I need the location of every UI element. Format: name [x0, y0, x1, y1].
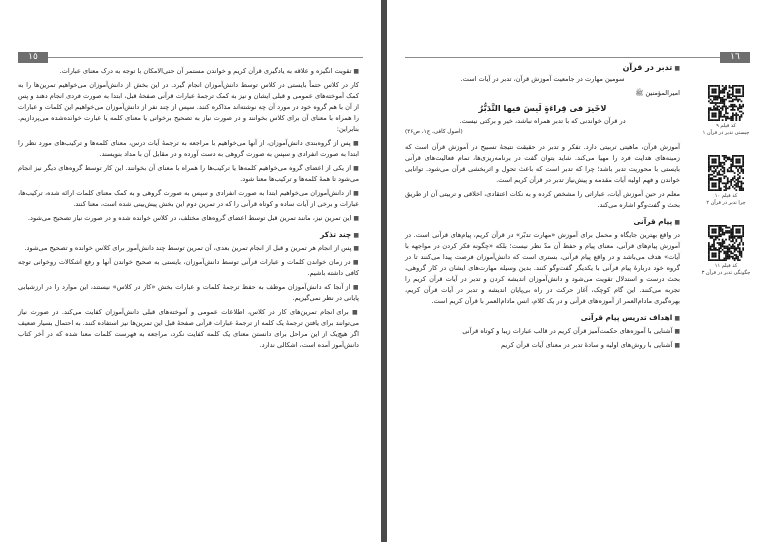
paragraph: ■ از یکی از اعضای گروه می‌خواهیم کلمه‌ها یا ترکیب‌ها را همراه با معنای آن بخوانند. این کار توسط گروه‌های دیگر نیز انجام می‌شود تا همهٔ کلمه‌ها و ترکیب‌ها معنا شود. — [18, 163, 359, 185]
page-body — [405, 62, 680, 354]
paragraph: ■ آشنایی با روش‌های اولیه و سادهٔ تدبر در معنای آیات قرآن کریم — [405, 340, 680, 351]
section-heading: ■ پیام قرآنی — [405, 216, 680, 228]
quote-author: امیرالمؤمنین ﷺ — [635, 89, 680, 97]
qr-code[interactable] — [708, 85, 744, 121]
arabic-quote: لاخَیرَ فی قِراءَةٍ لَیسَ فیها التَّدَبُّرُ — [478, 103, 607, 113]
qr-code-column — [696, 85, 756, 295]
paragraph: معلم در حین آموزش آیات، عباراتی را مشخص کرده و به نکات اعتقادی، اخلاقی و تربیتی آن از طریق بحث و گفت‌وگو اشاره می‌کند. — [405, 190, 680, 209]
paragraph: ■ پس از گروه‌بندی دانش‌آموزان، از آنها می‌خواهیم با مراجعه به ترجمهٔ آیات درس، معنای کلمه‌ها و ترکیب‌های مورد نظر را ابتدا به صورت انفرادی و سپس به صورت گروهی به دست آورده و در مقابل آن با مداد بنویسند. — [18, 138, 359, 160]
paragraph: کار در کلاس حتماً بایستی در کلاس توسط دانش‌آموزان انجام گیرد. در این بخش از دانش‌آموزان می‌خواهیم تمرین‌ها را به کمک آموخته‌های عمومی و قبلی ایشان و نیز به کمک ترجمهٔ عبارات قرآنی صفحهٔ قبل، ابتدا به صورت فردی انجام دهند و پس از آن با هم گروه خود در مورد آن چه نوشته‌اند مذاکره کنند. سپس از چند نفر از دانش‌آموزان می‌خواهیم این کلمات و عبارات را همراه با معنای آن برای کلاس بخوانند و در صورت نیاز به تصحیح برخوانی یا معنای کلمه یا عبارت خوانده‌شده می‌پردازیم. بنابراین: — [18, 81, 359, 133]
paragraph: ■ از دانش‌آموزان می‌خواهیم ابتدا به صورت انفرادی و سپس به صورت گروهی و به کمک معنای کلمات ارائه شده، ترکیب‌ها، عبارات و برخی از آیات ساده و کوتاه قرآنی را که در تمرین دوم این بخش پیش‌بینی شده است، معنا کنند. — [18, 188, 359, 210]
left-page — [0, 0, 381, 542]
page-number: ١٥ — [18, 52, 48, 63]
qr-caption: کد فیلم ۱۱ — [714, 263, 738, 269]
paragraph: ■ پس از انجام هر تمرین و قبل از انجام تمرین بعدی، آن تمرین توسط چند دانش‌آموز برای کلاس خوانده و تصحیح می‌شود. — [18, 243, 359, 254]
page-body — [18, 66, 359, 354]
qr-caption: چگونگی تدبر در قرآن ۳ — [701, 270, 751, 276]
qr-caption: چیستی تدبر در قرآن ۱ — [702, 130, 750, 136]
section-heading: ■ اهداف تدریس پیام قرآنی — [405, 312, 680, 324]
right-page — [387, 0, 768, 542]
section-title: ■ تدبر در قرآن — [405, 62, 680, 74]
paragraph: آموزش قرآن، ماهیتی تربیتی دارد. تفکر و تدبر در حقیقت نتیجهٔ تسبیح در آموزش قرآن است که زمینه‌های هدایت فرد را مهیا می‌کند. شاید بتوان گفت در برنامه‌ریزی‌ها، تمام فعالیت‌های قرآنی بایستی با محوریت تدبر باشد؛ چرا که تدبر است که باعث تحول و اثربخشی قرآن می‌شود. توانایی خواندن و فهم اولیه آیات مقدمه و پیش‌نیاز تدبر در قرآن کریم است. — [405, 143, 680, 184]
qr-item — [696, 225, 756, 277]
qr-item — [696, 85, 756, 137]
paragraph: ■ برای انجام تمرین‌های کار در کلاس، اطلاعات عمومی و آموخته‌های قبلی دانش‌آموزان کفایت می‌کند. در صورت نیاز می‌توانند برای یافتن ترجمهٔ یک کلمه از ترجمهٔ عبارات قرآنی صفحهٔ قبل این تمرین‌ها نیز استفاده کنند. به احتمال بسیار ضعیف اگر هیچ‌یک از این مراحل برای دانستن معنای یک کلمه کفایت نکرد، مراجعه به فهرست کلمات معنا شده که در آخر کتاب دانش‌آموز آمده است، اشکالی ندارد. — [18, 307, 359, 351]
paragraph-list — [405, 142, 680, 351]
qr-caption: چرا تدبر در قرآن ۲ — [706, 200, 746, 206]
qr-caption: کد فیلم ۹ — [716, 123, 736, 129]
intro-text: سومین مهارت در جامعیت آموزش قرآن، تدبر در آیات است. — [460, 75, 625, 83]
paragraph: ■ تقویت انگیزه و علاقه به یادگیری قرآن کریم و خواندن مستمر آن حتی‌الامکان با توجه به درک معنای عبارات. — [18, 66, 359, 77]
section-heading: ■ چند تذکر — [18, 229, 359, 241]
qr-item — [696, 155, 756, 207]
paragraph: ■ این تمرین نیز، مانند تمرین قبل توسط اعضای گروه‌های مختلف، در کلاس خوانده شده و در صورت نیاز تصحیح می‌شود. — [18, 213, 359, 224]
qr-caption: کد فیلم ۱۰ — [714, 193, 738, 199]
qr-code[interactable] — [708, 155, 744, 191]
paragraph: ■ در زمان خواندن کلمات و عبارات قرآنی توسط دانش‌آموزان، بایستی به صحیح خواندن آنها و رفع اشکالات روخوانی توجه کافی داشته باشیم. — [18, 257, 359, 279]
qr-code[interactable] — [708, 225, 744, 261]
header-rule — [48, 57, 363, 58]
paragraph: ■ آشنایی با آموزه‌های حکمت‌آمیز قرآن کریم در قالب عبارات زیبا و کوتاه قرآنی — [405, 326, 680, 337]
paragraph: ■ از آنجا که دانش‌آموزان موظف به حفظ ترجمهٔ کلمات و عبارات بخش «کار در کلاس» نیستند، این موارد را در ارزشیابی پایانی در نظر نمی‌گیریم. — [18, 282, 359, 304]
quote-reference: (اصول کافی، ج۱، ص۳۶) — [405, 129, 463, 135]
header-rule — [405, 57, 720, 58]
page-number: ١٦ — [720, 52, 750, 63]
quote-translation: در قرآن خواندنی که با تدبر همراه نباشد، خیر و برکتی نیست. — [459, 117, 626, 125]
paragraph: در واقع بهترین جایگاه و محمل برای آموزش «مهارت تدبّر» در قرآن کریم، پیام‌های قرآنی است. در آموزش پیام‌های قرآنی، معنای پیام و حفظ آن مدّ نظر نیست؛ بلکه «چگونه فکر کردن در مواجهه با آیات» هدف می‌باشد و در واقع پیام قرآنی، بستری است که دانش‌آموزان فرصت پیدا می‌کنند تا در گروه خود دربارهٔ پیام قرآنی با یکدیگر گفت‌وگو کنند. بدین وسیله مهارت‌های ایشان در کار گروهی، بحث درست و استدلال تقویت می‌شود و دانش‌آموزان اندیشه کردن و تدبر در آیات قرآن کریم را تجربه می‌کنند. این گام کوچک، آغاز حرکت در راه بی‌پایان اندیشه و تدبر در آیات قرآن کریم، بهره‌گیری مادام‌العمر از آموزه‌های قرآنی و در یک کلام، انس مادام‌العمر با قرآن کریم است. — [405, 231, 680, 305]
